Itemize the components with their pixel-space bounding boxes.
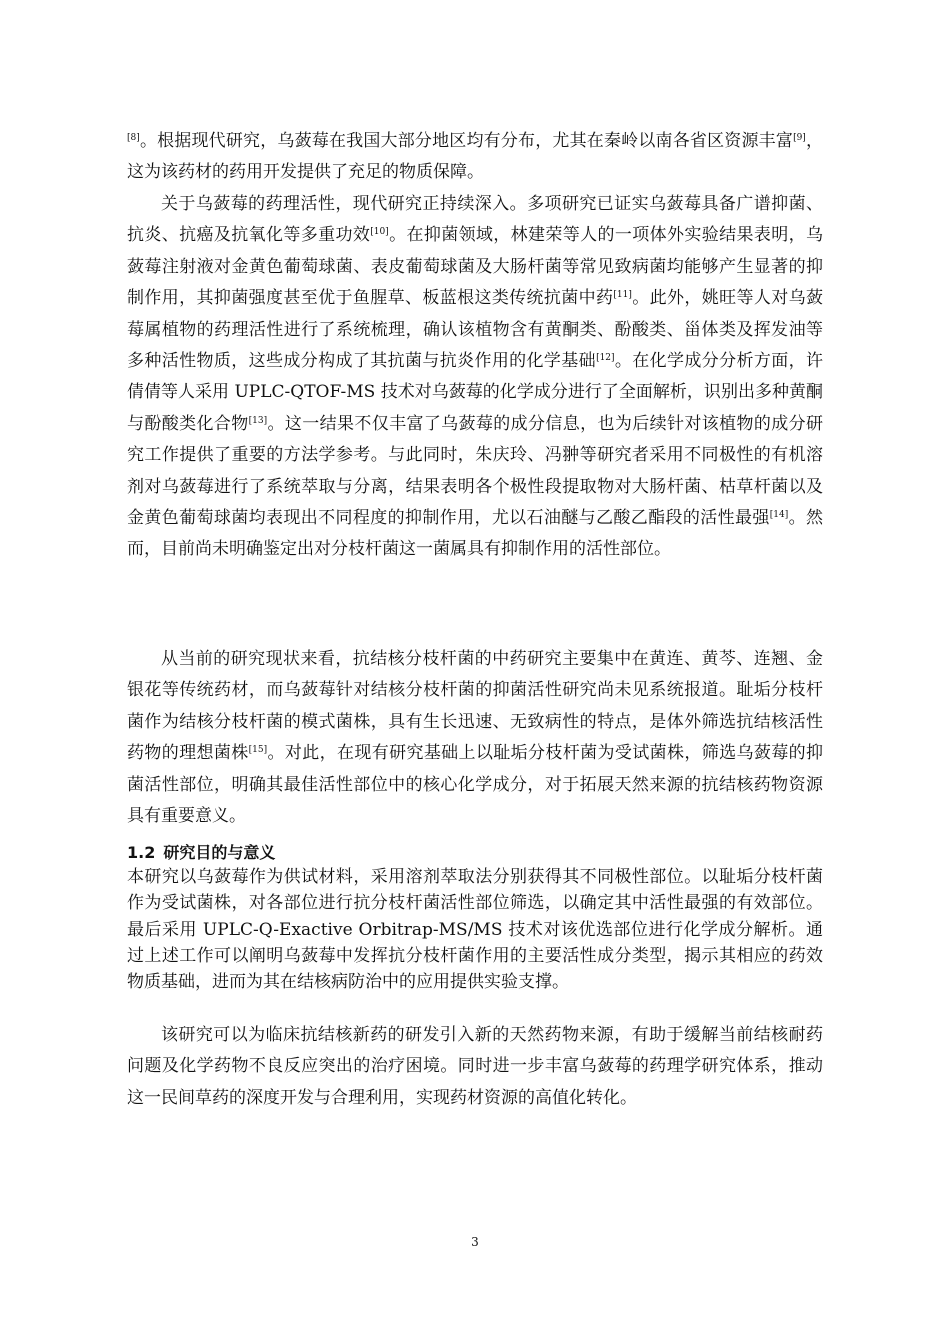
paragraph-5-text: 该研究可以为临床抗结核新药的研发引入新的天然药物来源，有助于缓解当前结核耐药问题及化学药物不良反应突出的治疗困境。同时进一步丰富乌蔹莓的药理学研究体系，推动这一民间草药的深度开发与合理利用，实现药材资源的高值化转化。 <box>127 1025 823 1108</box>
citation: [12] <box>596 353 615 364</box>
paragraph-3 <box>127 644 823 832</box>
paragraph-4-text: 本研究以乌蔹莓作为供试材料，采用溶剂萃取法分别获得其不同极性部位。以耻垢分枝杆菌作为受试菌株，对各部位进行抗分枝杆菌活性部位筛选，以确定其中活性最强的有效部位。最后采用 UPLC-Q-Exactive Orbitrap-MS/MS 技术对该优选部位进行化学成分解析。通过上述工作可以阐明乌蔹莓中发挥抗分枝杆菌作用的主要活性成分类型，揭示其相应的药效物质基础，进而为其在结核病防治中的应用提供实验支撑。 <box>127 867 823 993</box>
page-number: 3 <box>471 1235 479 1249</box>
section-number: 1.2 <box>127 843 156 862</box>
section-title: 研究目的与意义 <box>163 843 276 862</box>
paragraph-2 <box>127 189 823 566</box>
paragraph-1-text: [8]。根据现代研究，乌蔹莓在我国大部分地区均有分布，尤其在秦岭以南各省区资源丰富[9]，这为该药材的药用开发提供了充足的物质保障。 <box>127 131 823 183</box>
paragraph-2-text: 关于乌蔹莓的药理活性，现代研究正持续深入。多项研究已证实乌蔹莓具备广谱抑菌、抗炎、抗癌及抗氧化等多重功效[10]。在抑菌领域，林建荣等人的一项体外实验结果表明，乌蔹莓注射液对金黄色葡萄球菌、表皮葡萄球菌及大肠杆菌等常见致病菌均能够产生显著的抑制作用，其抑菌强度甚至优于鱼腥草、板蓝根这类传统抗菌中药[11]。此外，姚旺等人对乌蔹莓属植物的药理活性进行了系统梳理，确认该植物含有黄酮类、酚酸类、甾体类及挥发油等多种活性物质，这些成分构成了其抗菌与抗炎作用的化学基础[12]。在化学成分分析方面，许倩倩等人采用 UPLC-QTOF-MS 技术对乌蔹莓的化学成分进行了全面解析，识别出多种黄酮与酚酸类化合物[13]。这一结果不仅丰富了乌蔹莓的成分信息，也为后续针对该植物的成分研究工作提供了重要的方法学参考。与此同时，朱庆玲、冯翀等研究者采用不同极性的有机溶剂对乌蔹莓进行了系统萃取与分离，结果表明各个极性段提取物对大肠杆菌、枯草杆菌以及金黄色葡萄球菌均表现出不同程度的抑制作用，尤以石油醚与乙酸乙酯段的活性最强[14]。然而，目前尚未明确鉴定出对分枝杆菌这一菌属具有抑制作用的活性部位。 <box>127 194 824 560</box>
citation: [11] <box>613 290 632 301</box>
paragraph-3-text: 从当前的研究现状来看，抗结核分枝杆菌的中药研究主要集中在黄连、黄芩、连翘、金银花等传统药材，而乌蔹莓针对结核分枝杆菌的抑菌活性研究尚未见系统报道。耻垢分枝杆菌作为结核分枝杆菌的模式菌株，具有生长迅速、无致病性的特点，是体外筛选抗结核活性药物的理想菌株[15]。对此，在现有研究基础上以耻垢分枝杆菌为受试菌株，筛选乌蔹莓的抑菌活性部位，明确其最佳活性部位中的核心化学成分，对于拓展天然来源的抗结核药物资源具有重要意义。 <box>127 649 824 827</box>
paragraph-4 <box>127 864 823 995</box>
citation: [9] <box>793 133 806 143</box>
paragraph-1 <box>127 126 823 189</box>
section-heading <box>127 842 275 864</box>
citation: [10] <box>370 227 389 238</box>
citation: [15] <box>248 745 268 756</box>
citation: [14] <box>769 510 789 521</box>
paragraph-5 <box>127 1020 823 1114</box>
citation: [13] <box>248 415 268 426</box>
citation: [8] <box>127 133 140 143</box>
